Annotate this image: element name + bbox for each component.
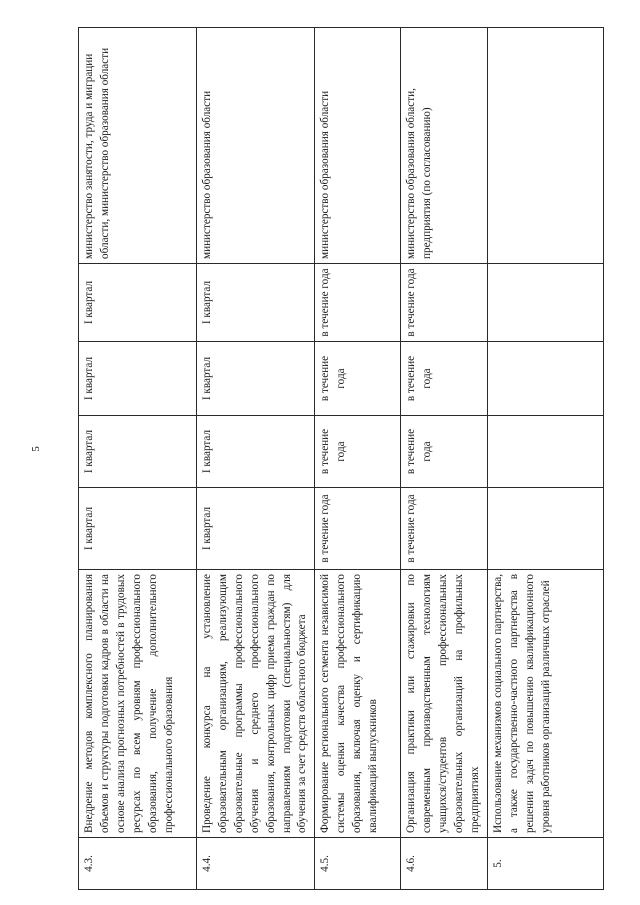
responsible-cell	[487, 28, 603, 264]
row-number: 4.5.	[315, 838, 401, 890]
term-cell: I квартал	[197, 416, 315, 488]
term-cell: I квартал	[197, 488, 315, 570]
row-description: Формирование регионального сегмента независимой системы оценки качества профессионального образования, включая оценку и сертификацию квалификаций выпускников	[315, 570, 401, 838]
row-description: Внедрение методов комплексного планирования объемов и структуры подготовки кадров в области на основе анализа прогнозных потребностей в трудовых ресурсах по всем уровням профессионального образования, получение дополнительного профессионального образования	[79, 570, 197, 838]
term-cell: в течение года	[315, 416, 401, 488]
row-number: 4.3.	[79, 838, 197, 890]
row-number: 5.	[487, 838, 603, 890]
table-row	[79, 28, 197, 890]
row-number: 4.6.	[401, 838, 488, 890]
term-cell: в течение года	[315, 264, 401, 342]
table-row	[401, 28, 488, 890]
responsible-cell: министерство образования области, предприятия (по согласованию)	[401, 28, 488, 264]
term-cell: I квартал	[79, 264, 197, 342]
term-cell: I квартал	[79, 342, 197, 416]
responsible-cell: министерство образования области	[315, 28, 401, 264]
term-cell	[487, 342, 603, 416]
rotated-table-container	[78, 28, 598, 890]
row-description: Проведение конкурса на установление образовательным организациям, реализующим образовательные программы профессионального обучения и среднего профессионального образования, контрольных цифр приема граждан по направлениям подготовки (специальностям) для обучения за счет средств областного бюджета	[197, 570, 315, 838]
term-cell	[487, 416, 603, 488]
table-row	[487, 28, 603, 890]
term-cell: в течение года	[401, 488, 488, 570]
term-cell: в течение года	[315, 488, 401, 570]
page-number: 5	[29, 446, 42, 452]
row-description: Организация практики или стажировки по современным производственным технологиям учащихся/студентов профессиональных образовательных организаций на профильных предприятиях	[401, 570, 488, 838]
term-cell: в течение года	[401, 416, 488, 488]
responsible-cell: министерство образования области	[197, 28, 315, 264]
term-cell: в течение года	[315, 342, 401, 416]
row-description: Использование механизмов социального партнерства, а также государственно-частного партнерства в решении задач по повышению квалификационного уровня работников организаций различных отраслей	[487, 570, 603, 838]
term-cell: в течение года	[401, 342, 488, 416]
plan-table	[78, 27, 604, 890]
term-cell: I квартал	[197, 342, 315, 416]
table-row	[315, 28, 401, 890]
term-cell: I квартал	[79, 416, 197, 488]
table-row	[197, 28, 315, 890]
responsible-cell: министерство занятости, труда и миграции области, министерство образования области	[79, 28, 197, 264]
term-cell	[487, 488, 603, 570]
term-cell: I квартал	[79, 488, 197, 570]
term-cell: I квартал	[197, 264, 315, 342]
row-number: 4.4.	[197, 838, 315, 890]
term-cell: в течение года	[401, 264, 488, 342]
term-cell	[487, 264, 603, 342]
